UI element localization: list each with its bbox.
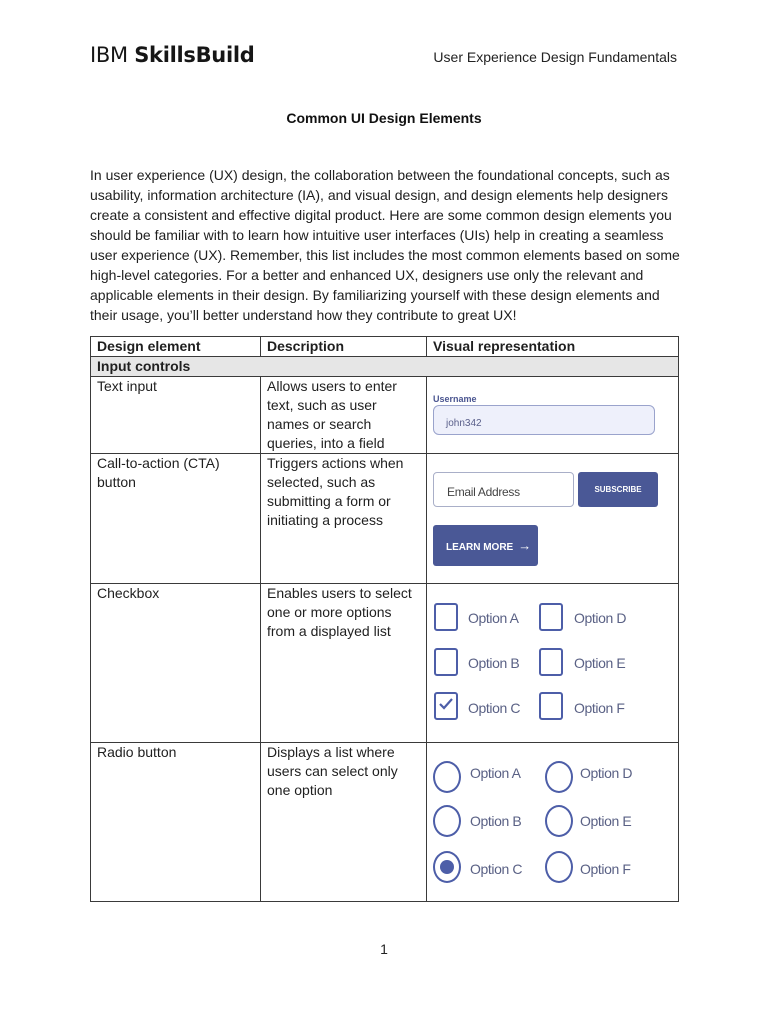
checkbox-label: Option A bbox=[468, 610, 519, 626]
radio-option-e bbox=[545, 805, 573, 837]
checkbox-option-a bbox=[434, 603, 458, 631]
checkbox-option-f bbox=[539, 692, 563, 720]
table-row bbox=[91, 454, 679, 584]
design-elements-table bbox=[90, 336, 679, 902]
radio-option-f bbox=[545, 851, 573, 883]
checkbox-option-b bbox=[434, 648, 458, 676]
checkbox-option-e bbox=[539, 648, 563, 676]
element-name: Text input bbox=[91, 377, 261, 454]
subscribe-button: SUBSCRIBE bbox=[578, 472, 658, 507]
checkbox-option-c-checked bbox=[434, 692, 458, 720]
element-name: Checkbox bbox=[91, 584, 261, 743]
learn-more-label: LEARN MORE bbox=[446, 542, 514, 553]
arrow-right-icon: → bbox=[518, 538, 532, 553]
visual-cta-button bbox=[427, 454, 679, 584]
table-header-row bbox=[91, 337, 679, 357]
visual-text-input bbox=[427, 377, 679, 454]
header-description: Description bbox=[261, 337, 427, 357]
page-title: Common UI Design Elements bbox=[286, 110, 482, 126]
visual-checkbox bbox=[427, 584, 679, 743]
checkbox-label: Option B bbox=[468, 655, 520, 671]
visual-radio-button bbox=[427, 743, 679, 902]
radio-selected-dot-icon bbox=[440, 860, 454, 874]
checkbox-option-d bbox=[539, 603, 563, 631]
email-placeholder: Email Address bbox=[447, 485, 520, 499]
radio-option-b bbox=[433, 805, 461, 837]
radio-label: Option C bbox=[470, 861, 523, 877]
checkbox-label: Option F bbox=[574, 700, 625, 716]
radio-label: Option D bbox=[580, 765, 633, 781]
table-row bbox=[91, 377, 679, 454]
radio-option-a bbox=[433, 761, 461, 793]
section-input-controls: Input controls bbox=[91, 357, 679, 377]
element-description: Enables users to select one or more options from a displayed list bbox=[261, 584, 427, 743]
element-description: Displays a list where users can select only one option bbox=[261, 743, 427, 902]
checkbox-label: Option D bbox=[574, 610, 627, 626]
table-row bbox=[91, 584, 679, 743]
learn-more-button bbox=[433, 525, 538, 566]
element-description: Allows users to enter text, such as user names or search queries, into a field bbox=[261, 377, 427, 454]
radio-label: Option A bbox=[470, 765, 521, 781]
intro-paragraph: In user experience (UX) design, the collaboration between the foundational concepts, such as usability, information architecture (IA), and visual design, and design elements help designers create a consistent and effective digital product. Here are some common design elements you should be familiar with to learn how intuitive user interfaces (UIs) help in creating a seamless user experience (UX). Remember, this list includes the most common elements based on some high-level categories. For a better and enhanced UX, designers use only the relevant and applicable elements in their design. By familiarizing yourself with these design elements and their usage, you’ll better understand how they contribute to great UX! bbox=[90, 167, 680, 323]
header-visual-representation: Visual representation bbox=[427, 337, 679, 357]
table-row bbox=[91, 743, 679, 902]
course-title: User Experience Design Fundamentals bbox=[433, 49, 677, 65]
radio-option-d bbox=[545, 761, 573, 793]
page-number: 1 bbox=[380, 941, 388, 957]
email-address-input bbox=[433, 472, 574, 507]
header-design-element: Design element bbox=[91, 337, 261, 357]
username-input bbox=[433, 405, 655, 435]
radio-label: Option E bbox=[580, 813, 632, 829]
brand-logo bbox=[90, 43, 255, 67]
username-value: john342 bbox=[446, 418, 482, 429]
radio-option-c-selected bbox=[433, 851, 461, 883]
checkmark-icon bbox=[439, 697, 453, 711]
checkbox-label: Option C bbox=[468, 700, 521, 716]
radio-label: Option F bbox=[580, 861, 631, 877]
checkbox-label: Option E bbox=[574, 655, 626, 671]
radio-label: Option B bbox=[470, 813, 522, 829]
element-name: Call-to-action (CTA) button bbox=[91, 454, 261, 584]
brand-ibm: IBM bbox=[90, 43, 128, 67]
element-name: Radio button bbox=[91, 743, 261, 902]
brand-skillsbuild: SkillsBuild bbox=[134, 43, 255, 67]
section-row bbox=[91, 357, 679, 377]
element-description: Triggers actions when selected, such as submitting a form or initiating a process bbox=[261, 454, 427, 584]
username-label: Username bbox=[433, 394, 477, 404]
